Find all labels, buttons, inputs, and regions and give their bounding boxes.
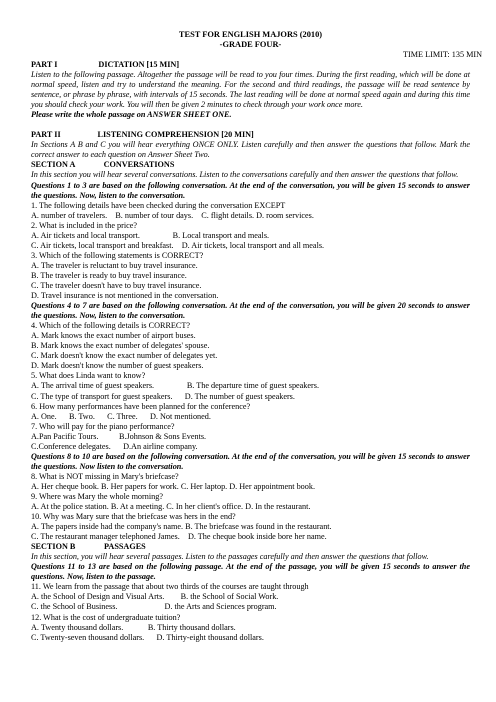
question-line: A. Mark knows the exact number of airport buses. bbox=[31, 331, 196, 341]
question-line: C. The traveler doesn't have to buy travel insurance. bbox=[31, 280, 202, 290]
question-line: A. Twenty thousand dollars. B. Thirty thousand dollars. bbox=[31, 622, 236, 632]
part1-heading: PART I DICTATION [15 MIN] bbox=[31, 60, 180, 69]
section-a-questions bbox=[31, 181, 470, 543]
question-line: 6. How many performances have been planned for the conference? bbox=[31, 401, 251, 411]
question-line: 2. What is included in the price? bbox=[31, 220, 138, 230]
question-line: A. Air tickets and local transport. B. Local transport and meals. bbox=[31, 230, 270, 240]
question-line: A. Her cheque book. B. Her papers for work. C. Her laptop. D. Her appointment book. bbox=[31, 481, 315, 491]
part1-note: Please write the whole passage on ANSWER SHEET ONE. bbox=[31, 110, 232, 120]
question-line: C. The restaurant manager telephoned James. D. The cheque book inside bore her name. bbox=[31, 532, 327, 542]
question-line: A. the School of Design and Visual Arts. B. the School of Social Work. bbox=[31, 592, 279, 602]
question-line: C. Mark doesn't know the exact number of delegates yet. bbox=[31, 351, 218, 361]
question-line: 10. Why was Mary sure that the briefcase was hers in the end? bbox=[31, 512, 236, 522]
question-line: 12. What is the cost of undergraduate tuition? bbox=[31, 612, 181, 622]
question-line: C. Air tickets, local transport and breakfast. D. Air tickets, local transport and all meals. bbox=[31, 240, 325, 250]
time-limit: TIME LIMIT: 135 MIN bbox=[403, 50, 482, 59]
question-group-instructions: Questions 8 to 10 are based on the following conversation. At the end of the conversation, you will be given 15 seconds to answer the questions. Now listen to the conversation. bbox=[31, 451, 470, 471]
question-line: A. The papers inside had the company's name. B. The briefcase was found in the restaurant. bbox=[31, 522, 332, 532]
section-a-heading: SECTION A CONVERSATIONS bbox=[31, 160, 175, 170]
question-line: C.Conference delegates. D.An airline company. bbox=[31, 441, 198, 451]
exam-title: TEST FOR ENGLISH MAJORS (2010) bbox=[178, 30, 323, 39]
question-line: 3. Which of the following statements is CORRECT? bbox=[31, 250, 204, 260]
part2-heading: PART II LISTENING COMPREHENSION [20 MIN] bbox=[31, 130, 254, 140]
question-group-instructions: Questions 1 to 3 are based on the following conversation. At the end of the conversation, you will be given 15 seconds to answer the questions. Now, listen to the conversation. bbox=[31, 180, 470, 200]
question-line: 1. The following details have been checked during the conversation EXCEPT bbox=[31, 200, 286, 210]
section-b-heading: SECTION B PASSAGES bbox=[31, 542, 146, 552]
question-line: C. The type of transport for guest speakers. D. The number of guest speakers. bbox=[31, 391, 295, 401]
part1-instructions: Listen to the following passage. Altogether the passage will be read to you four times. During the first reading, which will be done at normal speed, listen and try to understand the meaning. For the second and third readings, the passage will be read sentence by sentence, or phrase by phrase, with intervals of 15 seconds. The last reading will be done at normal speed again and during this time you should check your work. You will then be given 2 minutes to check through your work once more. bbox=[31, 70, 470, 110]
question-line: 9. Where was Mary the whole morning? bbox=[31, 491, 163, 501]
question-line: C. Twenty-seven thousand dollars. D. Thirty-eight thousand dollars. bbox=[31, 632, 264, 642]
question-group-instructions: Questions 11 to 13 are based on the following passage. At the end of the passage, you will be given 15 seconds to answer the questions. Now, listen to the passage. bbox=[31, 562, 470, 582]
section-b-instructions: In this section, you will hear several passages. Listen to the passages carefully and then answer the questions that follow. bbox=[31, 552, 429, 562]
part2-instructions: In Sections A B and C you will hear everything ONCE ONLY. Listen carefully and then answer the questions that follow. Mark the correct answer to each question on Answer Sheet Two. bbox=[31, 140, 470, 160]
question-line: A. At the police station. B. At a meeting. C. In her client's office. D. In the restaurant. bbox=[31, 502, 311, 512]
section-b-questions bbox=[31, 562, 470, 642]
question-line: B. The traveler is ready to buy travel insurance. bbox=[31, 270, 187, 280]
question-line: C. the School of Business. D. the Arts and Sciences program. bbox=[31, 602, 277, 612]
question-line: 11. We learn from the passage that about two thirds of the courses are taught through bbox=[31, 582, 309, 592]
section-a-instructions: In this section you will hear several conversations. Listen to the conversations carefully and then answer the questions that follow. bbox=[31, 170, 459, 180]
question-line: A. One. B. Two. C. Three. D. Not mentioned. bbox=[31, 411, 211, 421]
question-line: D. Travel insurance is not mentioned in the conversation. bbox=[31, 291, 219, 301]
question-line: 5. What does Linda want to know? bbox=[31, 371, 146, 381]
question-line: B. Mark knows the exact number of delegates' spouse. bbox=[31, 341, 210, 351]
question-line: A.Pan Pacific Tours. B.Johnson & Sons Events. bbox=[31, 431, 207, 441]
question-line: A. The traveler is reluctant to buy travel insurance. bbox=[31, 260, 198, 270]
question-line: 8. What is NOT missing in Mary's briefcase? bbox=[31, 471, 179, 481]
question-line: 7. Who will pay for the piano performance? bbox=[31, 421, 175, 431]
question-line: A. number of travelers. B. number of tour days. C. flight details. D. room services. bbox=[31, 210, 314, 220]
grade-label: -GRADE FOUR- bbox=[219, 40, 282, 49]
question-line: A. The arrival time of guest speakers. B. The departure time of guest speakers. bbox=[31, 381, 319, 391]
question-line: D. Mark doesn't know the number of guest speakers. bbox=[31, 361, 204, 371]
question-line: 4. Which of the following details is CORRECT? bbox=[31, 321, 191, 331]
question-group-instructions: Questions 4 to 7 are based on the following conversation. At the end of the conversation, you will be given 20 seconds to answer the questions. Now, listen to the conversation. bbox=[31, 301, 470, 321]
